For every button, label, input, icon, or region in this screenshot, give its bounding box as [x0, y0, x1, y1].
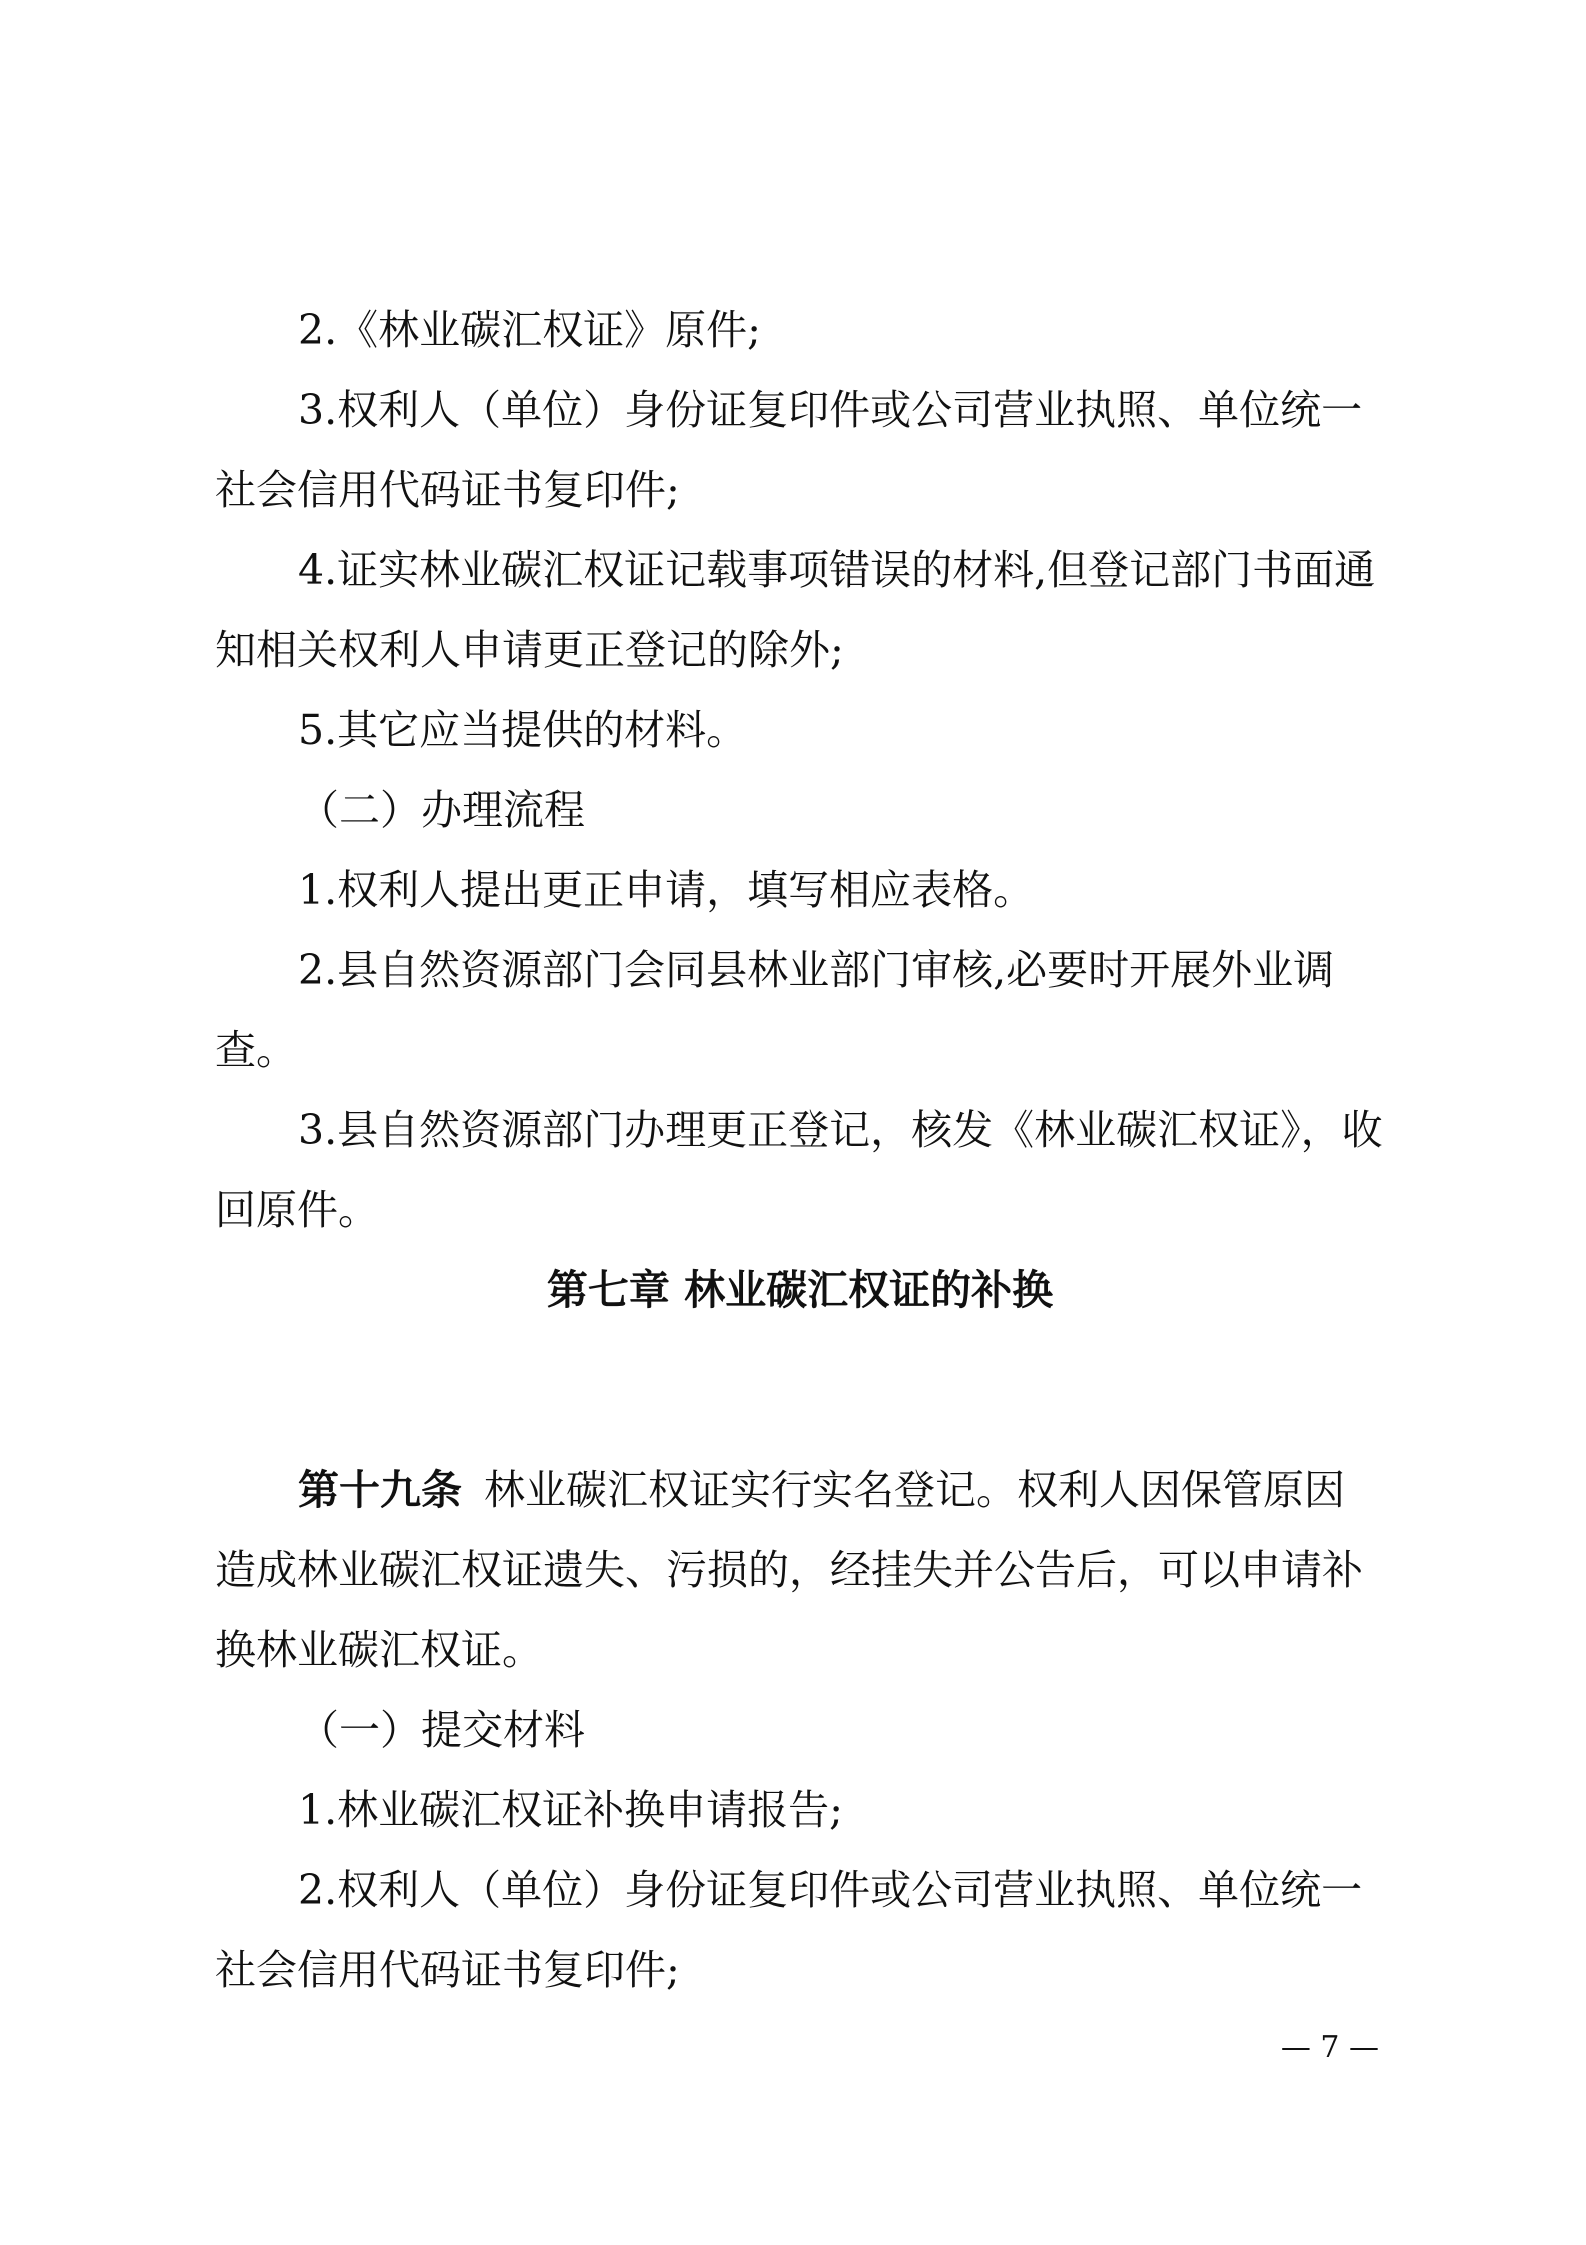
material-item-4: 4.证实林业碳汇权证记载事项错误的材料,但登记部门书面通知相关权利人申请更正登记的除外;	[215, 546, 1376, 674]
section-two-heading: （二）办理流程	[298, 786, 585, 834]
process-step-2: 2.县自然资源部门会同县林业部门审核,必要时开展外业调查。	[215, 946, 1335, 1074]
material-item-3: 3.权利人（单位）身份证复印件或公司营业执照、单位统一社会信用代码证书复印件;	[215, 386, 1363, 514]
process-step-3: 3.县自然资源部门办理更正登记，核发《林业碳汇权证》，收回原件。	[215, 1106, 1383, 1234]
section-one-heading: （一）提交材料	[298, 1706, 585, 1754]
material-item-5: 5.其它应当提供的材料。	[298, 706, 748, 754]
article-label: 第十九条	[298, 1466, 462, 1514]
replacement-material-1: 1.林业碳汇权证补换申请报告;	[298, 1786, 843, 1834]
process-step-1: 1.权利人提出更正申请，填写相应表格。	[298, 866, 1035, 914]
article-text: 林业碳汇权证实行实名登记。权利人因保管原因造成林业碳汇权证遗失、污损的，经挂失并公告后，可以申请补换林业碳汇权证。	[215, 1466, 1363, 1674]
material-item-2: 2.《林业碳汇权证》原件;	[298, 306, 761, 354]
page-number: — 7 —	[1280, 2030, 1379, 2065]
replacement-material-2: 2.权利人（单位）身份证复印件或公司营业执照、单位统一社会信用代码证书复印件;	[215, 1866, 1363, 1994]
article-19	[215, 1450, 1385, 1690]
page-content	[215, 290, 1385, 2010]
chapter-heading: 第七章 林业碳汇权证的补换	[546, 1266, 1054, 1314]
